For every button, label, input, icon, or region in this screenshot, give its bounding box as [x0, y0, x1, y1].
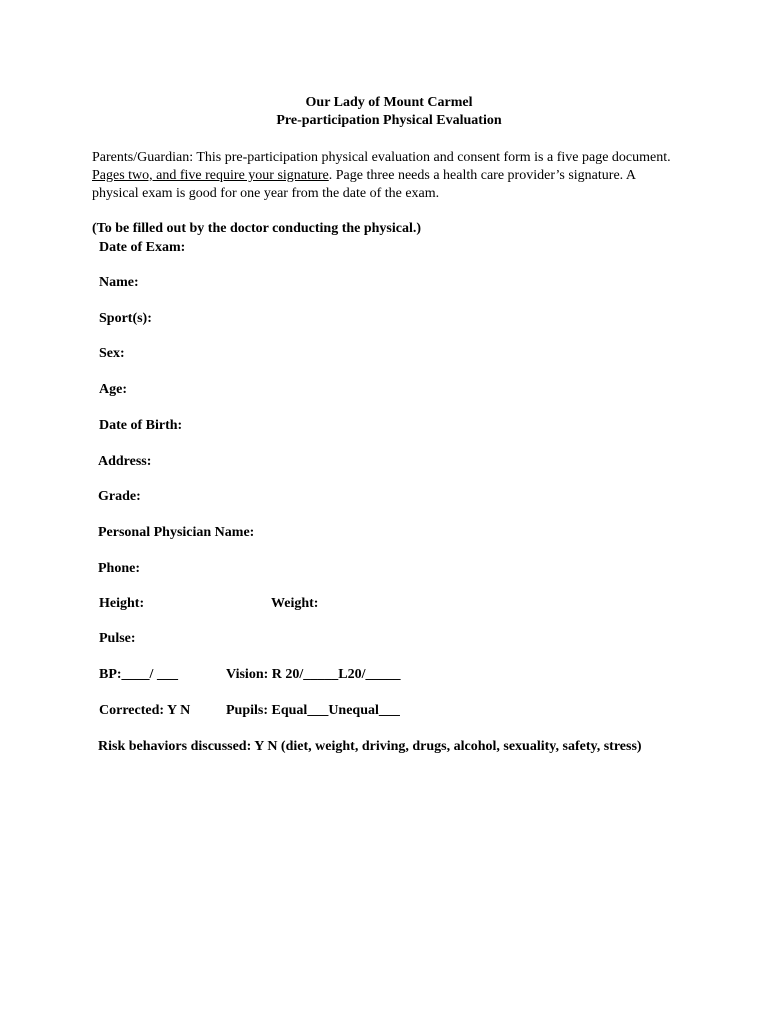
pulse-label: Pulse:	[99, 631, 136, 646]
address-label: Address:	[98, 454, 152, 469]
pupils-label: Pupils: Equal___Unequal___	[226, 703, 400, 718]
physician-label: Personal Physician Name:	[98, 525, 255, 540]
date-of-birth-label: Date of Birth:	[99, 418, 183, 433]
date-of-exam-label: Date of Exam:	[99, 240, 186, 255]
grade-label: Grade:	[98, 489, 141, 504]
bp-label: BP:____/ ___	[99, 667, 178, 682]
height-label: Height:	[99, 596, 145, 611]
risk-behaviors-label: Risk behaviors discussed: Y N (diet, weight, driving, drugs, alcohol, sexuality, safety, stress)	[98, 739, 642, 754]
intro-text-1: Parents/Guardian: This pre-participation physical evaluation and consent form is a five page document.	[92, 150, 671, 165]
weight-label: Weight:	[271, 596, 319, 611]
vision-label: Vision: R 20/_____L20/_____	[226, 667, 401, 682]
age-label: Age:	[99, 382, 127, 397]
name-label: Name:	[99, 275, 139, 290]
intro-signature-note: Pages two, and five require your signature	[92, 168, 329, 183]
form-subtitle: Pre-participation Physical Evaluation	[276, 113, 502, 128]
phone-label: Phone:	[98, 561, 140, 576]
sports-label: Sport(s):	[99, 311, 152, 326]
form-title: Our Lady of Mount Carmel	[305, 95, 473, 110]
intro-paragraph	[92, 149, 672, 203]
doctor-instruction: (To be filled out by the doctor conducting the physical.)	[92, 221, 422, 236]
intro-text-2: . Page three needs a health care provider’s signature. A physical exam is good for one year from the date of the exam.	[92, 168, 636, 201]
sex-label: Sex:	[99, 346, 125, 361]
corrected-label: Corrected: Y N	[99, 703, 191, 718]
